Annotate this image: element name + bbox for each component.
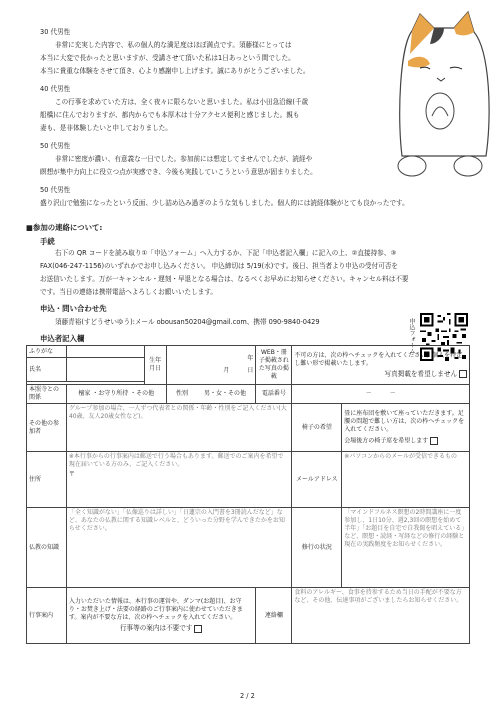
testimonial-line: 本当に大変で長かったと思いますが、受講させて頂いた私は1日あっという間でした。 [40,54,295,62]
procedure-head: 手続 [40,237,55,246]
testimonial-line: 非常に密度が濃い、有意義な一日でした。参加前には想定してませんでしたが、読経や [55,155,313,163]
birth-label: 生年月日 [144,346,166,385]
testimonial-line: 瞑想が集中力向上に役立つ点が実感でき、今後も実践していこうという意思が固まりました。 [40,168,317,176]
inquiry-head: 申込・問い合わせ先 [40,304,107,313]
address-field[interactable]: ※本行事からの行事案内は郵送で行う場合もあります。郵送でのご案内を希望で現在届いている方のみ、ご記入ください。 〒 [66,452,291,508]
email-label: メールアドレス [292,452,342,508]
practice-label: 修行の状況 [292,508,342,588]
contact-field[interactable]: 食料のアレルギー、食事を持参するため当日の手配が不要な方など、その他、伝達事項がございましたらお知らせください。 [292,588,470,644]
companions-label: その他の参加者 [27,404,67,452]
qr-caption: 申込フォーム [408,318,415,354]
sex-label: 性別 男・女・その他 [166,385,256,404]
buddhism-label: 仏教の知識 [27,508,67,588]
name-field[interactable] [66,358,144,382]
form-head: 申込者記入欄 [40,334,85,343]
section-title: ■参加の連絡について: [26,223,103,232]
relation-options[interactable]: 檀家 ・お守り所持 ・その他 [66,385,166,404]
buddhism-field[interactable]: 「全く知識がない」「仏像巡りは詳しい」「日蓮宗の入門書を3冊読んだなど」など、あなたの仏教に関する知識レベルと、どういった分野を学んできたかをお知らせください。 [66,508,291,588]
chair-label: 椅子の希望 [292,404,342,452]
testimonial-line: この行事を求めていた方は、全く夜々に限らないと思いました。私は小田急沿線(千歳 [55,98,309,106]
chair-checkbox[interactable] [430,437,438,445]
phone-label: 電話番号 [256,385,292,404]
furigana-label: ふりがな [27,346,67,358]
cat-illustration [382,6,498,196]
page-number: 2 / 2 [240,692,255,700]
testimonial-line: 盛り沢山で勉強になったという反面、少し詰め込み過ぎのような気もしました。個人的には読経体験がとても良かったです。 [40,199,409,207]
chair-note: 畳に座布団を敷いて座っていただきます。足腰の問題で難しい方は、次の枠へチェックを入れてください。 会場後方の椅子席を希望します [342,404,470,452]
procedure-line: です。当日の連絡は携帯電話へよろしくお願いいたします。 [40,288,217,296]
relation-label: 本照寺との関係 [27,385,67,404]
events-note: 入力いただいた情報は、本行事の運営や、ダンマ(お題目)、お守り・お焚き上げ・法要の経路のご行事案内に使わせていただきます。案内が不要な方は、次の枠へチェックを入れてください。 行事等の案内は不要です [66,588,256,644]
web-photo-note: 不可の方は、次の枠へチェックを入れてください。個人を特定し難い形で掲載いたします。 写真掲載を希望しません [292,346,470,385]
birth-field[interactable]: 年 月 日 [166,346,256,385]
sex-options[interactable]: 男・女・その他 [203,390,246,397]
testimonial-line: 妻も、是非体験したいと申しておりました。 [40,124,172,132]
testimonial-line: 非常に充実した内容で、私の個人的な満足度はほぼ満点です。須藤様にとっては [55,41,292,49]
companions-field[interactable]: グループ参加の場合、一人ずつ代表者との関係・年齢・性別をご記入ください(大40歳、友人20歳女性など)。 [66,404,291,452]
furigana-field[interactable] [66,346,144,358]
address-label: 住所 [27,452,67,508]
events-label: 行事案内 [27,588,67,644]
web-photo-label: WEB・冊子掲載された写真の掲載 [256,346,292,385]
practice-field[interactable]: 「マインドフルネス瞑想の2時間講座に一度参加し、1日10分、週2,3回の瞑想を始めて半年」「お題目を自宅で自我偈を唱えている」など、瞑想・読経・写経などの修行の経験と現在の実践頻度をお知らせください。 [342,508,470,588]
testimonial-head: 50 代男性 [40,186,71,194]
testimonial-head: 30 代男性 [40,28,71,36]
email-field[interactable]: ※パソコンからのメールが受信できるもの [342,452,470,508]
procedure-line: お送信いたします。万が一キャンセル・遅刻・早退となる場合は、なるべくお早めにお知らせください。キャンセル料は不要 [40,275,409,283]
phone-field[interactable]: － － [292,385,470,404]
testimonial-line: 船橋)に住んでおりますが、都内からでも本厚木は十分アクセス便利と感じました。親も [40,111,300,119]
testimonial-head: 40 代男性 [40,85,71,93]
contact-label: 連絡欄 [256,588,292,644]
application-form [26,345,470,644]
inquiry-line: 須藤青裕(すどうせいゆう):メール obousan50204@gmail.com、携帯 090-9840-0429 [55,318,320,326]
events-checkbox[interactable] [194,625,202,633]
procedure-line: FAX(046-247-1156)のいずれかでお申し込みください。 申込締切は 5/19(水)です。後日、担当者より申込の受付可否を [40,262,399,270]
procedure-line: 右下の QR コードを読み取り①「申込フォーム」へ入力するか、下記「申込者記入欄」に記入の上、②直接持参、③ [55,249,397,257]
web-photo-checkbox[interactable] [459,370,467,378]
testimonial-line: 本当に貴重な体験をさせて頂き、心より感謝申し上げます。誠にありがとうございました。 [40,67,310,75]
name-label: 氏名 [27,358,67,382]
testimonial-head: 50 代男性 [40,142,71,150]
